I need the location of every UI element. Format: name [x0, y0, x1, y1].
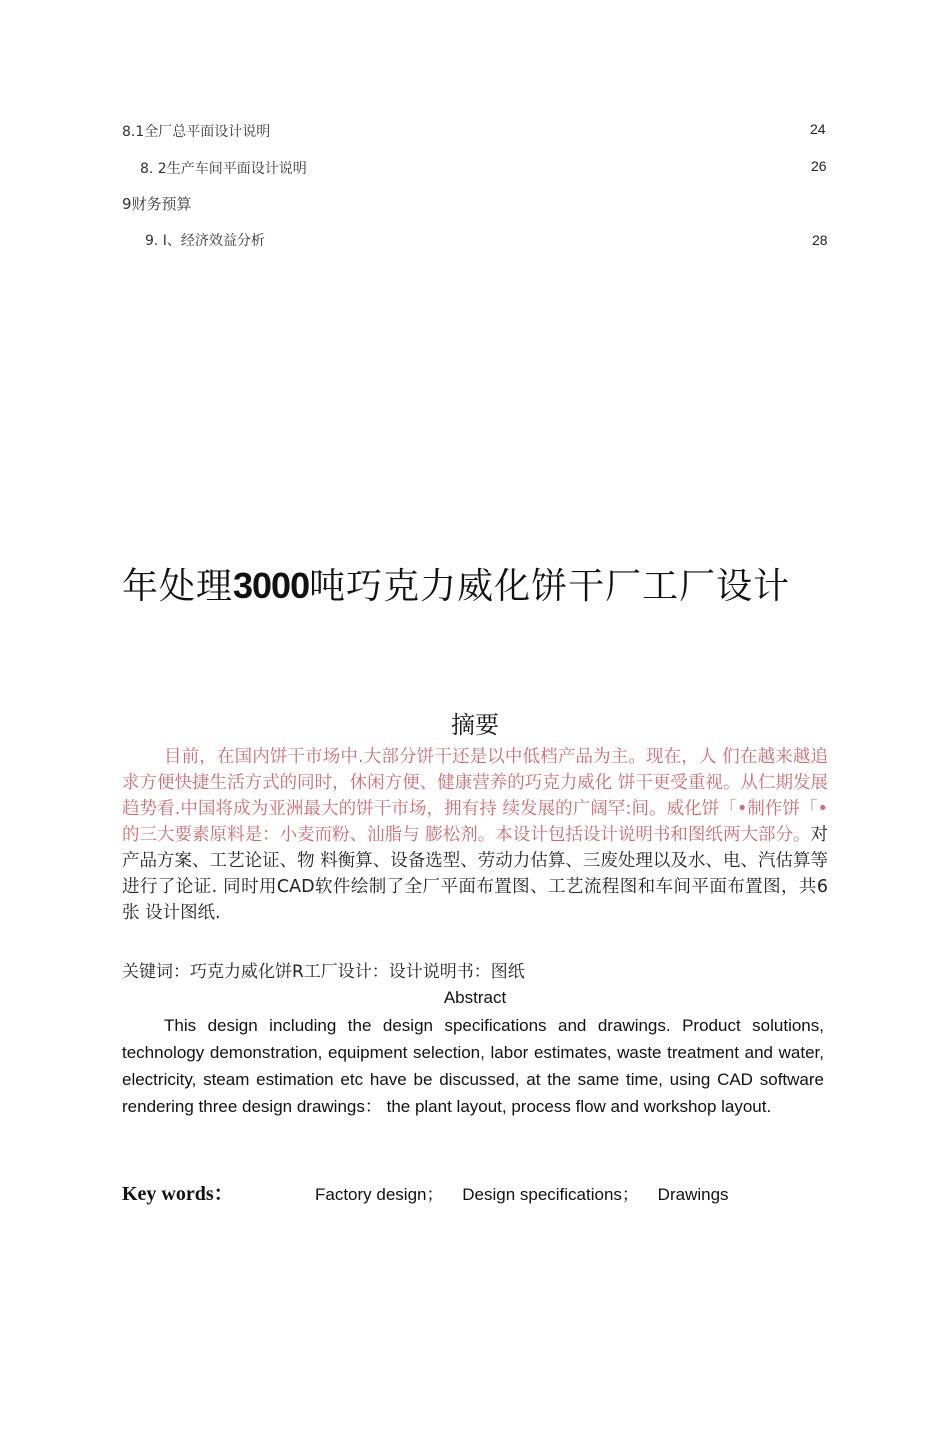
keyword-item: Factory design；: [315, 1185, 444, 1204]
toc-entry-page: 24: [810, 121, 826, 137]
keyword-item: Drawings: [657, 1185, 729, 1204]
toc-entry-label: 8. 2生产车间平面设计说明: [140, 161, 307, 177]
title-number: 3000: [233, 565, 310, 606]
toc-entry-page: 26: [811, 158, 827, 174]
abstract-heading-cn: 摘要: [451, 711, 499, 739]
toc-entry-page: 28: [812, 232, 828, 248]
toc-entry-label: 8.1全厂总平面设计说明: [122, 124, 271, 140]
toc-entry: [0, 121, 950, 143]
keywords-en-label: Key words：: [122, 1183, 234, 1205]
abstract-cn-text: 对产品方案、工艺论证、物 料衡算、设备选型、劳动力估算、三废处理以及水、电、汽估算等进行了论证. 同时用CAD软件绘制了全厂平面布置图、工艺流程图和车间平面布置图，共6张 设计图纸.: [122, 825, 828, 923]
keyword-item: Design specifications；: [462, 1185, 639, 1204]
title-prefix: 年处理: [122, 566, 234, 607]
title-suffix: 吨巧克力威化饼干厂工厂设计: [309, 566, 791, 607]
abstract-body-cn: [122, 744, 828, 926]
keywords-en-list: [315, 1180, 743, 1205]
toc-entry-label: 9财务预算: [122, 195, 192, 213]
toc-entry-label: 9. I、经济效益分析: [145, 233, 265, 249]
document-title: [122, 558, 790, 609]
keywords-cn: 关键词：巧克力威化饼R工厂设计：设计说明书：图纸: [122, 962, 525, 982]
toc-entry: [0, 158, 950, 180]
abstract-body-en: This design including the design specifications and drawings. Product solutions, technology demonstration, equipment selection, labor estimates, waste treatment and water, electricity, steam estimation etc have be discussed, at the same time, using CAD software rendering three design drawings： the plant layout, process flow and workshop layout.: [122, 1016, 824, 1116]
toc-entry: [0, 230, 950, 252]
toc-entry: [0, 193, 950, 215]
abstract-cn-highlighted-text: 目前，在国内饼干市场中.大部分饼干还是以中低档产品为主。现在，人 们在越来越追求方便快捷生活方式的同时，休闲方便、健康营养的巧克力威化 饼干更受重视。从仁期发展趋势看.中国将成为亚洲最大的饼干市场，拥有持 续发展的广阔罕:间。威化饼「•制作饼「•的三大要素原料是：小麦而粉、汕脂与 膨松剂。本设计包括设计说明书和图纸两大部分。: [122, 747, 828, 845]
abstract-heading-en: Abstract: [443, 988, 507, 1007]
